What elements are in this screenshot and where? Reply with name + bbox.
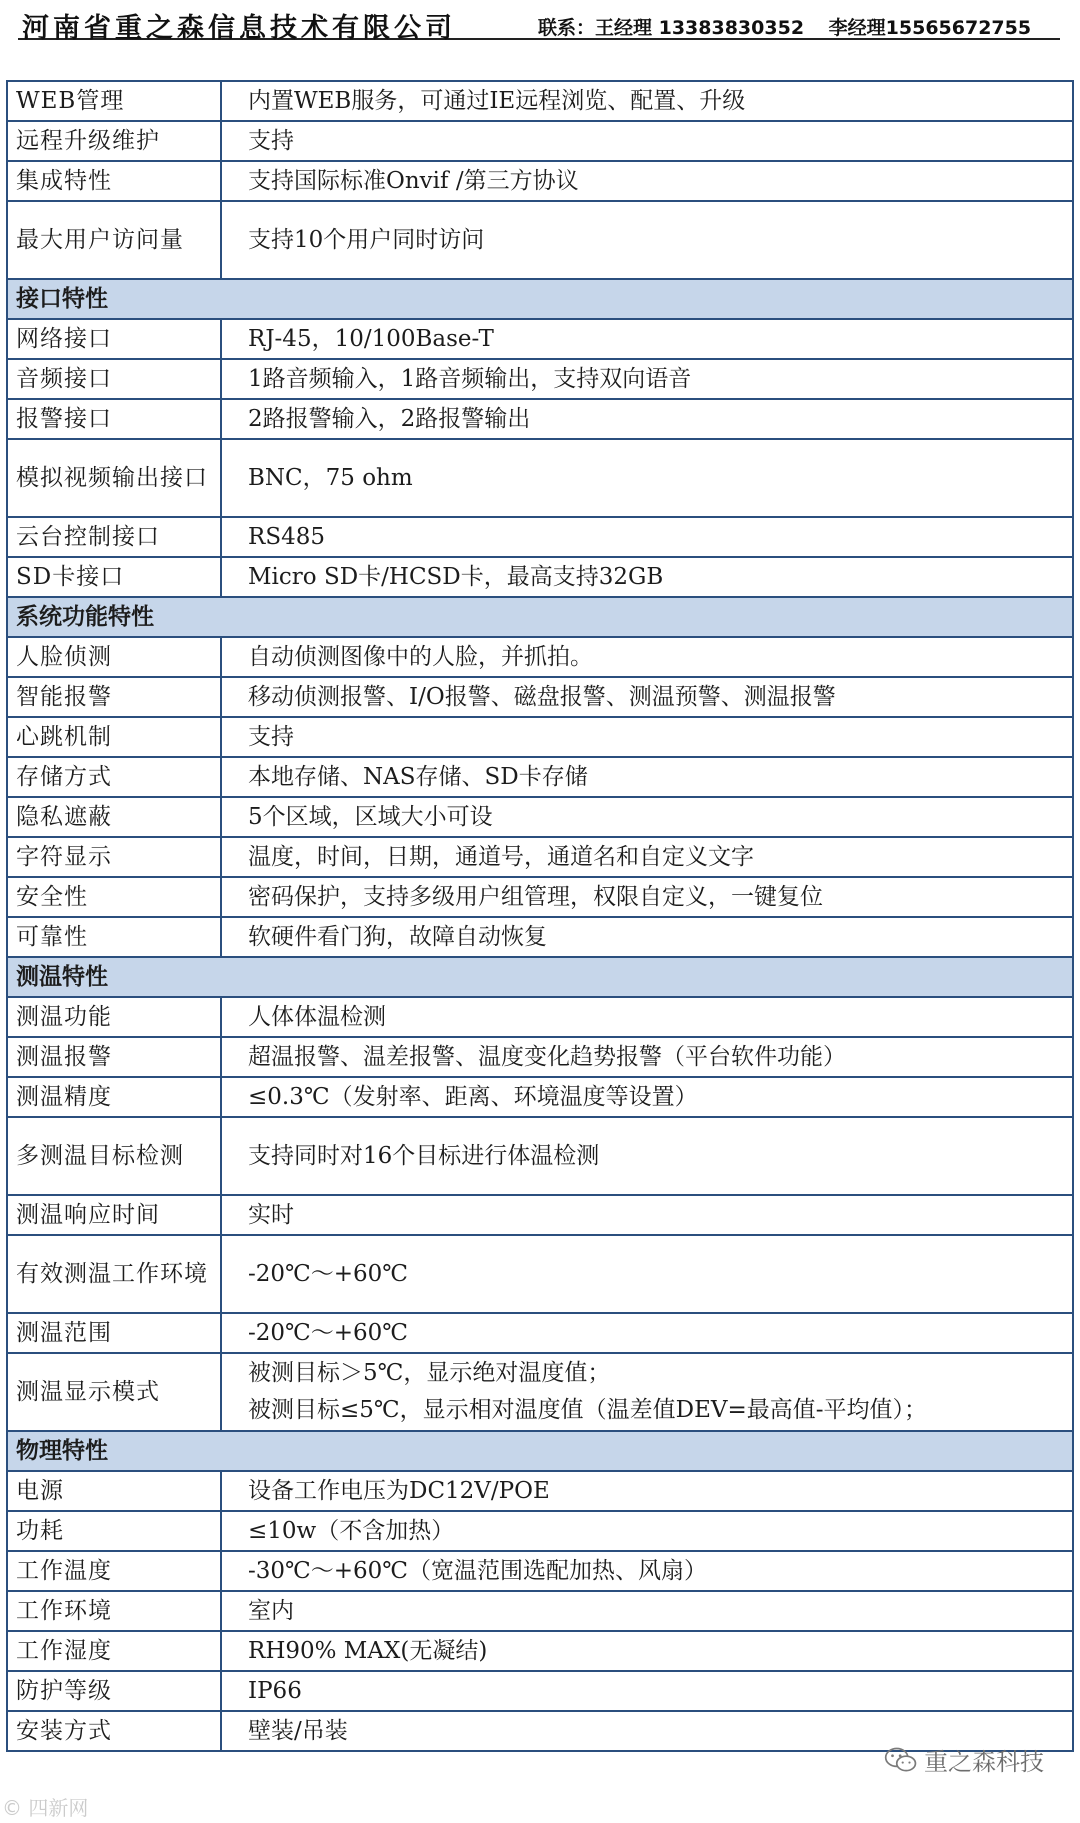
spec-value: 软硬件看门狗，故障自动恢复 — [221, 917, 1073, 957]
spec-value: RH90% MAX(无凝结) — [221, 1631, 1073, 1671]
watermark-right-text: 重之森科技 — [924, 1748, 1044, 1776]
spec-row — [7, 717, 1073, 757]
spec-value: 移动侦测报警、I/O报警、磁盘报警、测温预警、测温报警 — [221, 677, 1073, 717]
watermark-right — [884, 1742, 1044, 1777]
spec-value: 密码保护，支持多级用户组管理，权限自定义，一键复位 — [221, 877, 1073, 917]
spec-value: -20℃～+60℃ — [221, 1235, 1073, 1313]
spec-key: 测温精度 — [7, 1077, 221, 1117]
spec-key: 人脸侦测 — [7, 637, 221, 677]
spec-row — [7, 637, 1073, 677]
page-header — [18, 4, 1060, 44]
spec-row — [7, 917, 1073, 957]
spec-row — [7, 677, 1073, 717]
spec-row — [7, 1631, 1073, 1671]
spec-value: 内置WEB服务，可通过IE远程浏览、配置、升级 — [221, 81, 1073, 121]
spec-key: 测温范围 — [7, 1313, 221, 1353]
spec-key: 音频接口 — [7, 359, 221, 399]
spec-row — [7, 1511, 1073, 1551]
spec-key: 远程升级维护 — [7, 121, 221, 161]
spec-value: 5个区域，区域大小可设 — [221, 797, 1073, 837]
contact-info — [538, 13, 1049, 40]
spec-key: 模拟视频输出接口 — [7, 439, 221, 517]
spec-row — [7, 557, 1073, 597]
spec-row — [7, 319, 1073, 359]
spec-key: 有效测温工作环境 — [7, 1235, 221, 1313]
spec-key: 报警接口 — [7, 399, 221, 439]
spec-value: RJ-45，10/100Base-T — [221, 319, 1073, 359]
spec-key: 可靠性 — [7, 917, 221, 957]
spec-row — [7, 1591, 1073, 1631]
spec-key: 电源 — [7, 1471, 221, 1511]
spec-value: ≤0.3℃（发射率、距离、环境温度等设置） — [221, 1077, 1073, 1117]
spec-value: 人体体温检测 — [221, 997, 1073, 1037]
spec-value: -30℃～+60℃（宽温范围选配加热、风扇） — [221, 1551, 1073, 1591]
section-title: 物理特性 — [7, 1431, 1073, 1471]
spec-value: 支持 — [221, 121, 1073, 161]
spec-key: 隐私遮蔽 — [7, 797, 221, 837]
spec-row — [7, 517, 1073, 557]
spec-row — [7, 201, 1073, 279]
spec-row — [7, 997, 1073, 1037]
spec-row — [7, 797, 1073, 837]
section-header-row — [7, 597, 1073, 637]
company-name: 河南省重之森信息技术有限公司 — [22, 13, 456, 44]
watermark-left: © 四新网 — [2, 1796, 89, 1820]
spec-value: 1路音频输入，1路音频输出，支持双向语音 — [221, 359, 1073, 399]
spec-key: 心跳机制 — [7, 717, 221, 757]
spec-key: 测温显示模式 — [7, 1353, 221, 1431]
spec-value: 超温报警、温差报警、温度变化趋势报警（平台软件功能） — [221, 1037, 1073, 1077]
spec-value: 2路报警输入，2路报警输出 — [221, 399, 1073, 439]
spec-row — [7, 81, 1073, 121]
spec-key: 测温功能 — [7, 997, 221, 1037]
spec-row — [7, 1037, 1073, 1077]
spec-key: 云台控制接口 — [7, 517, 221, 557]
spec-row — [7, 121, 1073, 161]
spec-key: 存储方式 — [7, 757, 221, 797]
wechat-icon — [884, 1746, 918, 1774]
spec-value: 支持国际标准Onvif /第三方协议 — [221, 161, 1073, 201]
spec-value: 支持同时对16个目标进行体温检测 — [221, 1117, 1073, 1195]
spec-value: 支持 — [221, 717, 1073, 757]
section-title: 接口特性 — [7, 279, 1073, 319]
spec-key: 智能报警 — [7, 677, 221, 717]
spec-key: WEB管理 — [7, 81, 221, 121]
spec-key: 多测温目标检测 — [7, 1117, 221, 1195]
section-header-row — [7, 279, 1073, 319]
spec-row — [7, 1551, 1073, 1591]
spec-row — [7, 1077, 1073, 1117]
spec-row — [7, 757, 1073, 797]
spec-key: 测温响应时间 — [7, 1195, 221, 1235]
spec-key: 测温报警 — [7, 1037, 221, 1077]
spec-row — [7, 1235, 1073, 1313]
spec-key: 安装方式 — [7, 1711, 221, 1751]
spec-value: 自动侦测图像中的人脸，并抓拍。 — [221, 637, 1073, 677]
section-title: 系统功能特性 — [7, 597, 1073, 637]
spec-row — [7, 399, 1073, 439]
spec-row — [7, 359, 1073, 399]
spec-row — [7, 1195, 1073, 1235]
spec-value: IP66 — [221, 1671, 1073, 1711]
spec-value-line: 被测目标＞5℃，显示绝对温度值； — [248, 1360, 611, 1386]
spec-value: RS485 — [221, 517, 1073, 557]
spec-value: 温度，时间，日期，通道号，通道名和自定义文字 — [221, 837, 1073, 877]
spec-value: 室内 — [221, 1591, 1073, 1631]
spec-row — [7, 1313, 1073, 1353]
spec-value: 本地存储、NAS存储、SD卡存储 — [221, 757, 1073, 797]
spec-row — [7, 161, 1073, 201]
spec-value — [221, 1353, 1073, 1431]
spec-row — [7, 837, 1073, 877]
spec-row — [7, 1471, 1073, 1511]
spec-value: 设备工作电压为DC12V/POE — [221, 1471, 1073, 1511]
spec-value: BNC，75 ohm — [221, 439, 1073, 517]
spec-key: 最大用户访问量 — [7, 201, 221, 279]
spec-key: 防护等级 — [7, 1671, 221, 1711]
spec-value: -20℃～+60℃ — [221, 1313, 1073, 1353]
spec-key: 集成特性 — [7, 161, 221, 201]
spec-row — [7, 439, 1073, 517]
spec-value: 实时 — [221, 1195, 1073, 1235]
spec-key: 工作环境 — [7, 1591, 221, 1631]
spec-key: 工作湿度 — [7, 1631, 221, 1671]
spec-value: Micro SD卡/HCSD卡，最高支持32GB — [221, 557, 1073, 597]
spec-value: 支持10个用户同时访问 — [221, 201, 1073, 279]
spec-row — [7, 1117, 1073, 1195]
spec-row — [7, 1671, 1073, 1711]
section-title: 测温特性 — [7, 957, 1073, 997]
contact-li: 李经理15565672755 — [828, 17, 1032, 39]
spec-row — [7, 877, 1073, 917]
spec-key: 网络接口 — [7, 319, 221, 359]
spec-value: 壁装/吊装 — [221, 1711, 1073, 1751]
section-header-row — [7, 1431, 1073, 1471]
spec-key: 工作温度 — [7, 1551, 221, 1591]
section-header-row — [7, 957, 1073, 997]
spec-row — [7, 1353, 1073, 1431]
spec-table — [6, 80, 1074, 1752]
contact-wang: 联系：王经理 13383830352 — [538, 17, 805, 39]
spec-key: 安全性 — [7, 877, 221, 917]
spec-key: 功耗 — [7, 1511, 221, 1551]
spec-key: SD卡接口 — [7, 557, 221, 597]
spec-value: ≤10w（不含加热） — [221, 1511, 1073, 1551]
spec-key: 字符显示 — [7, 837, 221, 877]
spec-value-line: 被测目标≤5℃，显示相对温度值（温差值DEV=最高值-平均值）； — [248, 1397, 928, 1423]
